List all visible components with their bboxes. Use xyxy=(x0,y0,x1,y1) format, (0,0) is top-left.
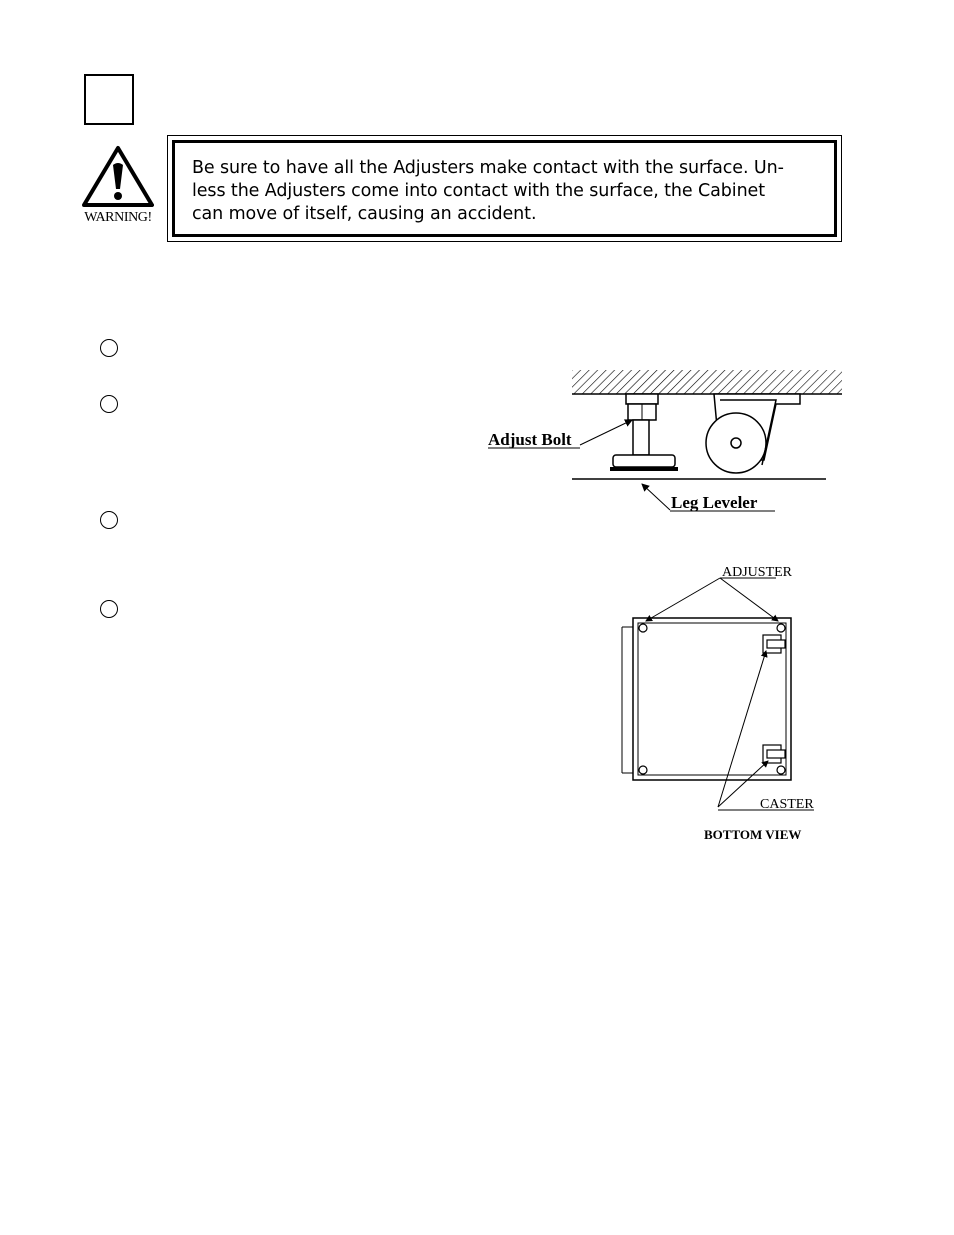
leg-leveler-drawing xyxy=(610,394,678,471)
caster-drawing xyxy=(706,394,800,473)
caster-label: CASTER xyxy=(760,797,814,812)
adjust-bolt-label: Adjust Bolt xyxy=(488,430,572,449)
adjust-bolt-leader xyxy=(580,420,632,445)
step-marker-3 xyxy=(100,511,118,529)
cabinet-floor-hatch xyxy=(572,370,842,394)
warning-box-inner-border xyxy=(172,140,837,237)
warning-box xyxy=(167,135,842,242)
leg-leveler-label: Leg Leveler xyxy=(671,493,758,512)
cabinet-bottom-outline xyxy=(622,618,791,780)
warning-text xyxy=(192,157,822,226)
step-marker-1 xyxy=(100,339,118,357)
side-view-diagram xyxy=(480,360,850,520)
warning-text-line: can move of itself, causing an accident. xyxy=(192,204,537,224)
warning-text-line: Be sure to have all the Adjusters make contact with the surface. Un- xyxy=(192,158,784,178)
warning-label: WARNING! xyxy=(84,210,152,225)
adjuster-label: ADJUSTER xyxy=(722,565,793,580)
step-marker-4 xyxy=(100,600,118,618)
bottom-view-caption: BOTTOM VIEW xyxy=(704,827,802,842)
step-marker-2 xyxy=(100,395,118,413)
section-number-box xyxy=(84,74,134,125)
warning-triangle-icon xyxy=(82,145,154,207)
leg-leveler-leader xyxy=(642,484,670,510)
bottom-view-diagram xyxy=(600,555,830,850)
warning-text-line: less the Adjusters come into contact with the surface, the Cabinet xyxy=(192,181,765,201)
caster-marks xyxy=(763,635,785,763)
